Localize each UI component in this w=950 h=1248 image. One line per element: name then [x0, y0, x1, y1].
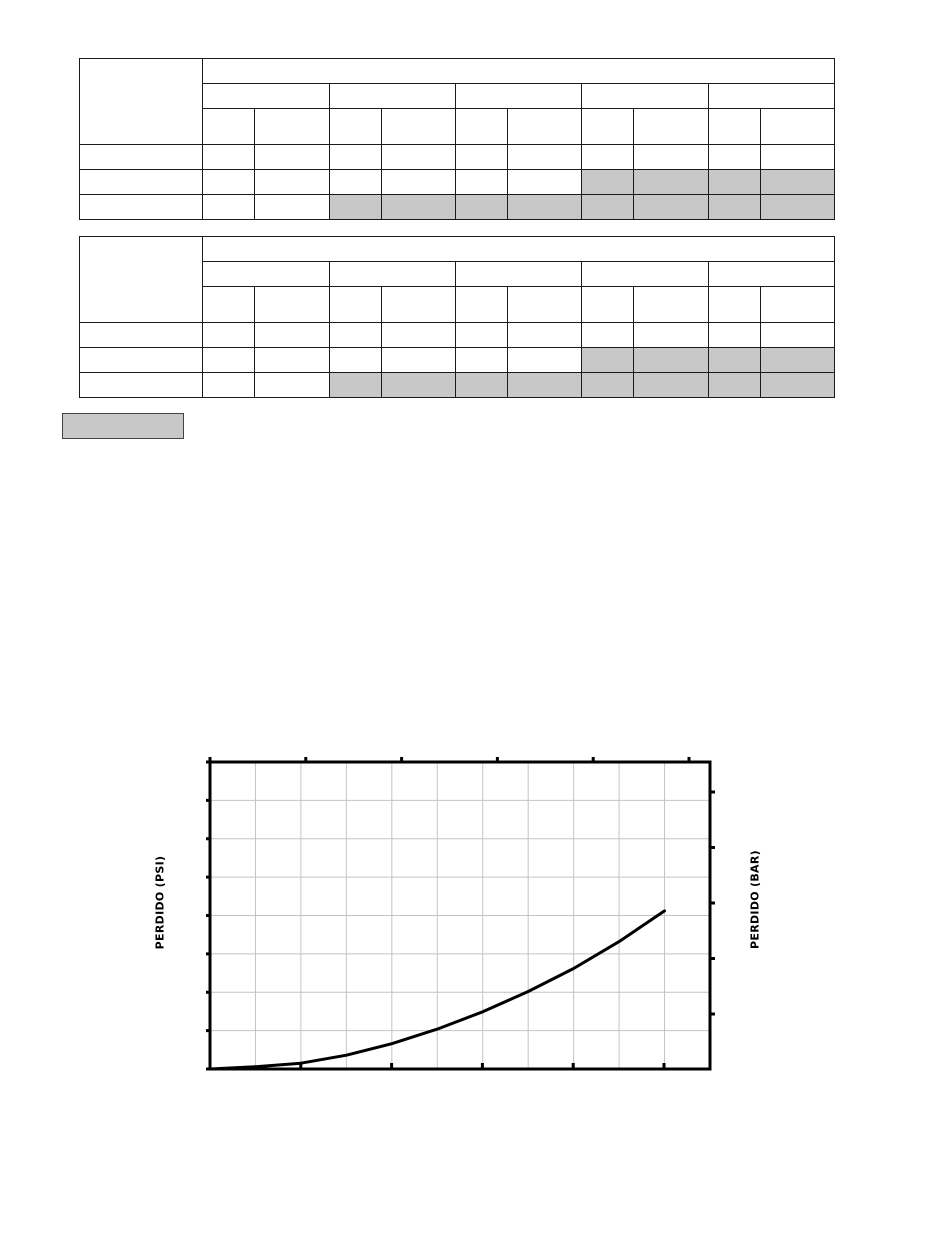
chart-ticks [206, 757, 715, 1069]
y2-axis-title: PERDIDO (BAR) [748, 850, 762, 949]
chart-grid [210, 762, 710, 1069]
y-axis-title: PERDIDO (PSI) [153, 855, 167, 950]
